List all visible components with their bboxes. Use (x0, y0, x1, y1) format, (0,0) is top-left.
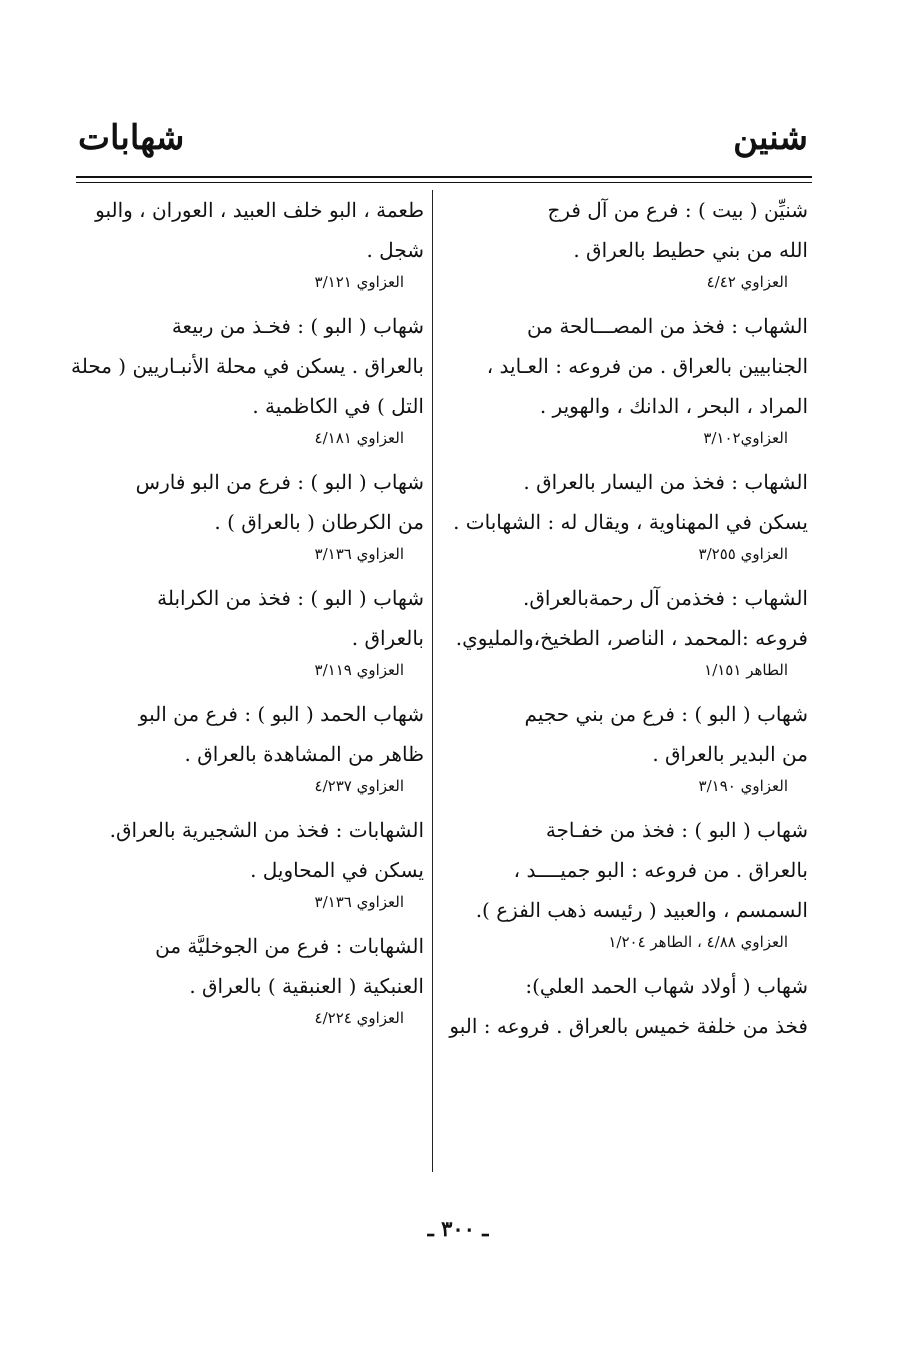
entry-headline: الشهابات : فخذ من الشجيرية بالعراق. (109, 818, 424, 842)
entry-text-line: شجل . (366, 238, 424, 262)
entry-reference: العزاوي ٣/١٩٠ (698, 777, 788, 795)
entry-text-line: المراد ، البحر ، الدانك ، والهوير . (539, 394, 808, 418)
entry-headline: الشهاب : فخذ من اليسار بالعراق . (523, 470, 808, 494)
entry-text-line: السمسم ، والعبيد ( رئيسه ذهب الفزع ). (475, 898, 808, 922)
dictionary-entry (444, 578, 808, 694)
entry-text-line: العنبكية ( العنبقية ) بالعراق . (189, 974, 424, 998)
entry-headline: شهاب ( البو ) : فخذ من خفـاجة (545, 818, 808, 842)
entry-reference: العزاوي ٤/٨٨ ، الطاهر ١/٢٠٤ (608, 933, 788, 951)
entry-headline: شهاب ( أولاد شهاب الحمد العلي): (525, 974, 808, 998)
entry-text-line: يسكن في المهناوية ، ويقال له : الشهابات . (453, 510, 808, 534)
entry-reference: الطاهر ١/١٥١ (704, 661, 788, 679)
entry-reference: العزاوي ٤/١٨١ (314, 429, 404, 447)
dictionary-entry (444, 810, 808, 966)
entry-headline: شهاب الحمد ( البو ) : فرع من البو (138, 702, 424, 726)
entry-headline: شهاب ( البو ) : فرع من بني حجيم (524, 702, 808, 726)
entry-text-line: الجنابيين بالعراق . من فروعه : العـايد ، (486, 354, 808, 378)
dictionary-entry (444, 306, 808, 462)
column-divider (432, 190, 433, 1172)
entry-headline: الشهابات : فرع من الجوخليَّة من (155, 934, 424, 958)
entry-text-line: من الكرطان ( بالعراق ) . (214, 510, 424, 534)
entry-text-line: من البدير بالعراق . (652, 742, 808, 766)
entry-headline: شنيِّن ( بيت ) : فرع من آل فرج (547, 198, 808, 222)
dictionary-entry (72, 190, 424, 306)
entry-text-line: بالعراق . يسكن في محلة الأنبـاريين ( محلة (70, 354, 424, 378)
dictionary-entry (444, 966, 808, 1046)
running-head-right: شنين (733, 118, 808, 158)
page-number: ـ ٣٠٠ ـ (427, 1216, 489, 1241)
dictionary-entry (72, 694, 424, 810)
entry-headline: شهاب ( البو ) : فخـذ من ربيعة (171, 314, 424, 338)
entry-text-line: ظاهر من المشاهدة بالعراق . (184, 742, 424, 766)
dictionary-entry (444, 462, 808, 578)
dictionary-entry (72, 810, 424, 926)
dictionary-entry (72, 306, 424, 462)
entry-headline: شهاب ( البو ) : فخذ من الكرابلة (157, 586, 424, 610)
entry-headline: طعمة ، البو خلف العبيد ، العوران ، والبو (95, 198, 424, 222)
entry-headline: شهاب ( البو ) : فرع من البو فارس (135, 470, 424, 494)
header-rule-thin (76, 182, 812, 183)
right-column (444, 190, 808, 1046)
entry-text-line: الله من بني حطيط بالعراق . (573, 238, 808, 262)
entry-text-line: يسكن في المحاويل . (250, 858, 424, 882)
header-rule-thick (76, 176, 812, 178)
entry-reference: العزاوي ٣/١٣٦ (314, 545, 404, 563)
entry-reference: العزاوي ٣/١٢١ (314, 273, 404, 291)
running-head-left: شهابات (78, 118, 185, 158)
entry-reference: العزاوي ٣/١١٩ (314, 661, 404, 679)
entry-text-line: فروعه :المحمد ، الناصر، الطخيخ،والمليوي. (455, 626, 808, 650)
entry-text-line: بالعراق . من فروعه : البو جميــــد ، (513, 858, 808, 882)
dictionary-entry (444, 190, 808, 306)
dictionary-entry (72, 578, 424, 694)
entry-text-line: بالعراق . (351, 626, 424, 650)
entry-reference: العزاوي ٤/٤٢ (706, 273, 788, 291)
entry-headline: الشهاب : فخذمن آل رحمةبالعراق. (523, 586, 808, 610)
entry-headline: الشهاب : فخذ من المصـــالحة من (527, 314, 808, 338)
entry-text-line: فخذ من خلفة خميس بالعراق . فروعه : البو (449, 1014, 808, 1038)
entry-reference: العزاوي ٤/٢٢٤ (314, 1009, 404, 1027)
dictionary-entry (444, 694, 808, 810)
entry-text-line: التل ) في الكاظمية . (252, 394, 424, 418)
entry-reference: العزاوي ٤/٢٣٧ (314, 777, 404, 795)
dictionary-entry (72, 462, 424, 578)
left-column (72, 190, 424, 1042)
entry-reference: العزاوي ٣/١٣٦ (314, 893, 404, 911)
entry-reference: العزاوي٣/١٠٢ (703, 429, 788, 447)
entry-reference: العزاوي ٣/٢٥٥ (698, 545, 788, 563)
dictionary-entry (72, 926, 424, 1042)
